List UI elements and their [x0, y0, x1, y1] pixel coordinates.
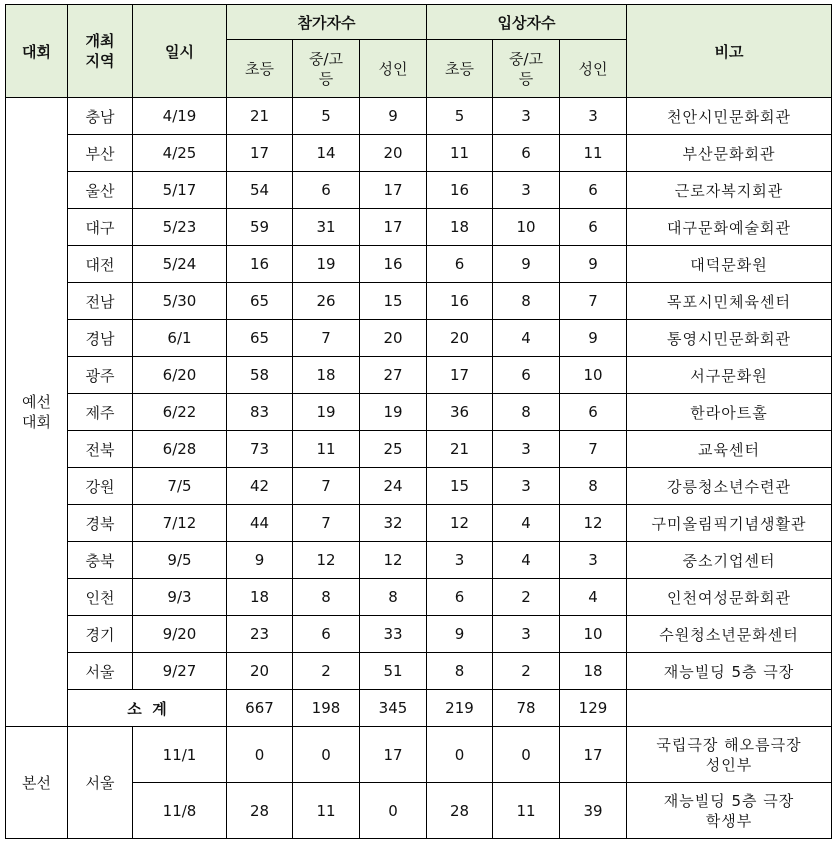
note-cell: 교육센터	[627, 431, 832, 468]
note-cell: 천안시민문화회관	[627, 98, 832, 135]
value-cell-p-elem: 0	[227, 727, 293, 783]
value-cell-p-adult: 25	[360, 431, 427, 468]
value-cell-p-elem: 17	[227, 135, 293, 172]
value-cell-p-adult: 12	[360, 542, 427, 579]
value-cell-w-mid: 9	[493, 246, 560, 283]
region-cell: 경기	[68, 616, 133, 653]
subtotal-label: 소 계	[68, 690, 227, 727]
table-row	[6, 320, 832, 357]
value-cell-w-mid: 4	[493, 542, 560, 579]
value-cell-w-mid: 3	[493, 616, 560, 653]
note-cell: 통영시민문화회관	[627, 320, 832, 357]
value-cell-w-mid: 3	[493, 431, 560, 468]
value-cell-w-elem: 36	[427, 394, 493, 431]
note-cell: 인천여성문화회관	[627, 579, 832, 616]
header-event: 대회	[6, 5, 68, 98]
value-cell-p-mid: 6	[293, 172, 360, 209]
value-cell-p-elem: 21	[227, 98, 293, 135]
value-cell-w-adult: 3	[560, 98, 627, 135]
value-cell-p-mid: 11	[293, 783, 360, 839]
date-cell: 9/27	[133, 653, 227, 690]
value-cell-p-elem: 9	[227, 542, 293, 579]
note-cell: 중소기업센터	[627, 542, 832, 579]
date-cell: 7/12	[133, 505, 227, 542]
date-cell: 6/28	[133, 431, 227, 468]
subtotal-w-elem: 219	[427, 690, 493, 727]
date-cell: 5/24	[133, 246, 227, 283]
value-cell-p-mid: 31	[293, 209, 360, 246]
value-cell-p-mid: 7	[293, 505, 360, 542]
value-cell-w-adult: 18	[560, 653, 627, 690]
value-cell-w-mid: 0	[493, 727, 560, 783]
table-row	[6, 616, 832, 653]
value-cell-w-adult: 6	[560, 172, 627, 209]
value-cell-w-elem: 18	[427, 209, 493, 246]
value-cell-w-adult: 11	[560, 135, 627, 172]
value-cell-w-mid: 3	[493, 98, 560, 135]
value-cell-w-mid: 10	[493, 209, 560, 246]
value-cell-w-elem: 8	[427, 653, 493, 690]
subtotal-w-adult: 129	[560, 690, 627, 727]
value-cell-p-adult: 20	[360, 320, 427, 357]
table-row	[6, 394, 832, 431]
note-cell-line2: 성인부	[705, 755, 753, 774]
value-cell-p-elem: 44	[227, 505, 293, 542]
final-label: 본선	[6, 727, 68, 839]
value-cell-p-mid: 7	[293, 468, 360, 505]
note-cell: 대구문화예술회관	[627, 209, 832, 246]
subtotal-p-elem: 667	[227, 690, 293, 727]
subtotal-row	[6, 690, 832, 727]
value-cell-w-elem: 0	[427, 727, 493, 783]
note-cell: 근로자복지회관	[627, 172, 832, 209]
subtotal-p-adult: 345	[360, 690, 427, 727]
region-cell: 울산	[68, 172, 133, 209]
value-cell-p-elem: 42	[227, 468, 293, 505]
note-cell: 구미올림픽기념생활관	[627, 505, 832, 542]
note-cell	[627, 783, 832, 839]
value-cell-p-elem: 58	[227, 357, 293, 394]
note-cell: 강릉청소년수련관	[627, 468, 832, 505]
value-cell-w-elem: 6	[427, 579, 493, 616]
value-cell-p-mid: 12	[293, 542, 360, 579]
date-cell: 7/5	[133, 468, 227, 505]
value-cell-w-elem: 15	[427, 468, 493, 505]
value-cell-w-mid: 11	[493, 783, 560, 839]
date-cell: 6/22	[133, 394, 227, 431]
value-cell-w-elem: 17	[427, 357, 493, 394]
region-cell: 부산	[68, 135, 133, 172]
region-cell: 경남	[68, 320, 133, 357]
value-cell-p-adult: 0	[360, 783, 427, 839]
value-cell-w-adult: 6	[560, 209, 627, 246]
header-region-line2: 지역	[85, 52, 115, 70]
value-cell-w-adult: 3	[560, 542, 627, 579]
note-cell: 대덕문화원	[627, 246, 832, 283]
date-cell: 4/19	[133, 98, 227, 135]
table-row	[6, 505, 832, 542]
value-cell-p-mid: 8	[293, 579, 360, 616]
table-row	[6, 653, 832, 690]
value-cell-p-mid: 7	[293, 320, 360, 357]
value-cell-p-adult: 27	[360, 357, 427, 394]
final-region: 서울	[68, 727, 133, 839]
note-cell: 재능빌딩 5층 극장	[627, 653, 832, 690]
header-winners-adult: 성인	[560, 40, 627, 98]
value-cell-p-elem: 83	[227, 394, 293, 431]
date-cell: 9/3	[133, 579, 227, 616]
date-cell: 9/5	[133, 542, 227, 579]
region-cell: 경북	[68, 505, 133, 542]
header-winners: 입상자수	[427, 5, 627, 40]
value-cell-p-adult: 24	[360, 468, 427, 505]
value-cell-w-adult: 17	[560, 727, 627, 783]
value-cell-w-adult: 7	[560, 431, 627, 468]
table-row	[6, 283, 832, 320]
prelim-label	[6, 98, 68, 727]
value-cell-p-adult: 33	[360, 616, 427, 653]
note-cell-line2: 학생부	[705, 811, 753, 830]
table-row	[6, 172, 832, 209]
value-cell-p-adult: 19	[360, 394, 427, 431]
value-cell-p-adult: 16	[360, 246, 427, 283]
value-cell-p-mid: 26	[293, 283, 360, 320]
region-cell: 광주	[68, 357, 133, 394]
date-cell: 6/1	[133, 320, 227, 357]
region-cell: 충남	[68, 98, 133, 135]
note-cell: 한라아트홀	[627, 394, 832, 431]
value-cell-p-elem: 18	[227, 579, 293, 616]
date-cell: 6/20	[133, 357, 227, 394]
value-cell-w-elem: 11	[427, 135, 493, 172]
date-cell: 5/17	[133, 172, 227, 209]
value-cell-p-elem: 65	[227, 283, 293, 320]
table-row	[6, 246, 832, 283]
value-cell-p-elem: 73	[227, 431, 293, 468]
value-cell-w-mid: 8	[493, 283, 560, 320]
value-cell-w-elem: 9	[427, 616, 493, 653]
value-cell-w-mid: 8	[493, 394, 560, 431]
header-participants-elementary: 초등	[227, 40, 293, 98]
header-winners-elementary: 초등	[427, 40, 493, 98]
value-cell-p-adult: 51	[360, 653, 427, 690]
value-cell-w-adult: 39	[560, 783, 627, 839]
region-cell: 서울	[68, 653, 133, 690]
value-cell-p-elem: 16	[227, 246, 293, 283]
header-participants-adult: 성인	[360, 40, 427, 98]
value-cell-w-adult: 8	[560, 468, 627, 505]
value-cell-w-mid: 4	[493, 320, 560, 357]
table-row	[6, 135, 832, 172]
value-cell-p-elem: 28	[227, 783, 293, 839]
header-mid-line1: 중/고	[508, 49, 544, 68]
header-date: 일시	[133, 5, 227, 98]
value-cell-w-elem: 5	[427, 98, 493, 135]
table-row	[6, 431, 832, 468]
value-cell-p-adult: 17	[360, 209, 427, 246]
value-cell-w-adult: 9	[560, 320, 627, 357]
region-cell: 충북	[68, 542, 133, 579]
competition-table	[5, 4, 832, 839]
region-cell: 인천	[68, 579, 133, 616]
table-row	[6, 579, 832, 616]
date-cell: 5/30	[133, 283, 227, 320]
note-cell-line1: 국립극장 해오름극장	[656, 735, 802, 754]
header-mid-line1: 중/고	[308, 49, 344, 68]
value-cell-p-mid: 5	[293, 98, 360, 135]
table-row	[6, 468, 832, 505]
value-cell-w-adult: 7	[560, 283, 627, 320]
value-cell-p-adult: 17	[360, 172, 427, 209]
header-participants-middle-high	[293, 40, 360, 98]
subtotal-p-mid: 198	[293, 690, 360, 727]
value-cell-p-mid: 19	[293, 394, 360, 431]
value-cell-w-adult: 10	[560, 616, 627, 653]
date-cell: 11/1	[133, 727, 227, 783]
value-cell-w-adult: 6	[560, 394, 627, 431]
date-cell: 11/8	[133, 783, 227, 839]
prelim-label-line1: 예선	[22, 393, 51, 411]
value-cell-p-adult: 9	[360, 98, 427, 135]
region-cell: 대전	[68, 246, 133, 283]
header-participants: 참가자수	[227, 5, 427, 40]
header-row-1	[6, 5, 832, 40]
value-cell-w-elem: 28	[427, 783, 493, 839]
header-note: 비고	[627, 5, 832, 98]
value-cell-w-adult: 9	[560, 246, 627, 283]
value-cell-p-mid: 18	[293, 357, 360, 394]
table-row	[6, 209, 832, 246]
note-cell: 목포시민체육센터	[627, 283, 832, 320]
date-cell: 9/20	[133, 616, 227, 653]
value-cell-p-adult: 20	[360, 135, 427, 172]
value-cell-w-mid: 2	[493, 653, 560, 690]
value-cell-p-elem: 23	[227, 616, 293, 653]
date-cell: 4/25	[133, 135, 227, 172]
prelim-label-line2: 대회	[22, 413, 51, 431]
region-cell: 제주	[68, 394, 133, 431]
value-cell-p-mid: 11	[293, 431, 360, 468]
value-cell-p-elem: 54	[227, 172, 293, 209]
value-cell-w-elem: 6	[427, 246, 493, 283]
table-row	[6, 98, 832, 135]
value-cell-p-adult: 8	[360, 579, 427, 616]
table-row	[6, 357, 832, 394]
value-cell-p-elem: 20	[227, 653, 293, 690]
value-cell-w-adult: 12	[560, 505, 627, 542]
subtotal-note-empty	[627, 690, 832, 727]
subtotal-w-mid: 78	[493, 690, 560, 727]
header-mid-line2: 등	[518, 69, 534, 88]
region-cell: 강원	[68, 468, 133, 505]
value-cell-w-mid: 6	[493, 135, 560, 172]
table-row	[6, 542, 832, 579]
header-winners-middle-high	[493, 40, 560, 98]
value-cell-p-adult: 32	[360, 505, 427, 542]
date-cell: 5/23	[133, 209, 227, 246]
value-cell-w-mid: 2	[493, 579, 560, 616]
value-cell-w-mid: 6	[493, 357, 560, 394]
header-region	[68, 5, 133, 98]
value-cell-w-mid: 3	[493, 172, 560, 209]
value-cell-w-mid: 4	[493, 505, 560, 542]
value-cell-w-elem: 12	[427, 505, 493, 542]
region-cell: 전북	[68, 431, 133, 468]
header-mid-line2: 등	[318, 69, 334, 88]
value-cell-w-adult: 10	[560, 357, 627, 394]
note-cell: 서구문화원	[627, 357, 832, 394]
value-cell-p-mid: 19	[293, 246, 360, 283]
value-cell-w-adult: 4	[560, 579, 627, 616]
value-cell-w-elem: 20	[427, 320, 493, 357]
note-cell-line1: 재능빌딩 5층 극장	[663, 791, 795, 810]
value-cell-p-adult: 15	[360, 283, 427, 320]
value-cell-p-elem: 65	[227, 320, 293, 357]
note-cell: 수원청소년문화센터	[627, 616, 832, 653]
value-cell-w-elem: 21	[427, 431, 493, 468]
value-cell-p-elem: 59	[227, 209, 293, 246]
note-cell: 부산문화회관	[627, 135, 832, 172]
value-cell-p-mid: 6	[293, 616, 360, 653]
value-cell-p-mid: 14	[293, 135, 360, 172]
region-cell: 전남	[68, 283, 133, 320]
value-cell-p-mid: 2	[293, 653, 360, 690]
value-cell-p-adult: 17	[360, 727, 427, 783]
region-cell: 대구	[68, 209, 133, 246]
value-cell-w-elem: 3	[427, 542, 493, 579]
value-cell-w-elem: 16	[427, 283, 493, 320]
value-cell-p-mid: 0	[293, 727, 360, 783]
value-cell-w-elem: 16	[427, 172, 493, 209]
header-region-line1: 개최	[85, 32, 115, 50]
value-cell-w-mid: 3	[493, 468, 560, 505]
table-row	[6, 727, 832, 783]
note-cell	[627, 727, 832, 783]
